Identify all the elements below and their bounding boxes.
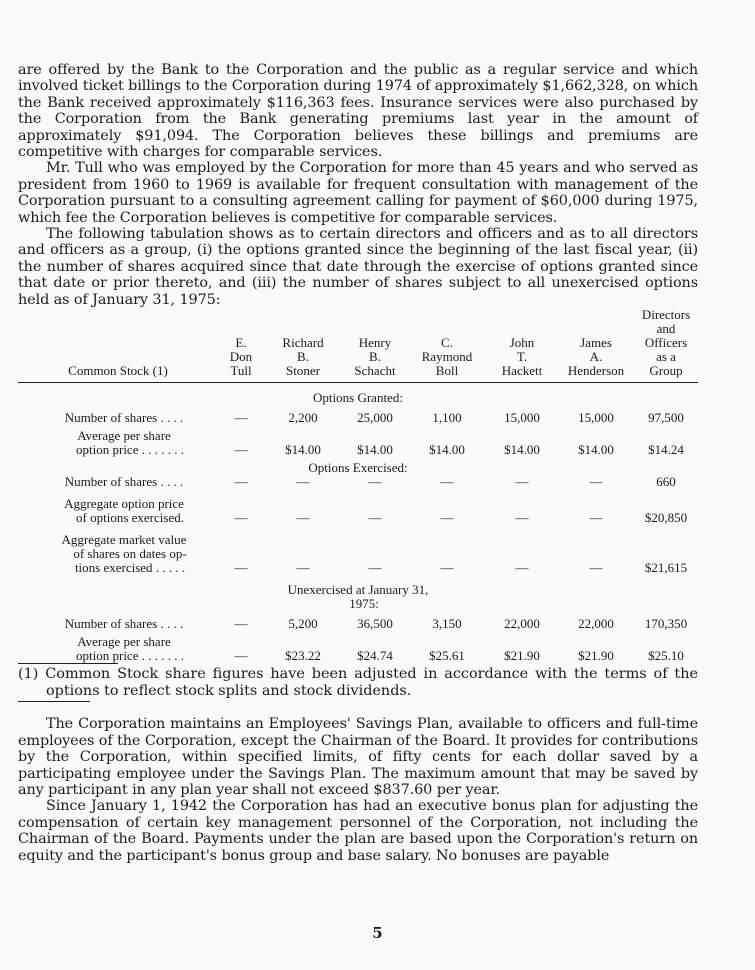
column-header-stoner: Richard B. Stoner xyxy=(264,308,342,383)
footnote-end-rule xyxy=(18,701,90,702)
column-header-henderson: James A. Henderson xyxy=(558,308,634,383)
paragraph-tull-consulting: Mr. Tull who was employed by the Corporation for more than 45 years and who served as president from 1960 to 1969 is available for frequent consultation with management of the Corporation pursuant to a consulting agreement calling for payment of $60,000 during 1975, which fee the Corporation believes is competitive for comparable services. xyxy=(18,160,698,226)
table-row-unexercised-avg: Average per share option price . . . . . . . — $23.22 $24.74 $25.61 $21.90 $21.90 $25.10 xyxy=(76,634,684,664)
footnote: (1) Common Stock share figures have been adjusted in accordance with the terms of the options to reflect stock splits and stock dividends. xyxy=(18,666,698,699)
column-header-schacht: Henry B. Schacht xyxy=(342,308,408,383)
column-header-boll: C. Raymond Boll xyxy=(408,308,486,383)
paragraph-tabulation-intro: The following tabulation shows as to certain directors and officers and as to all directors and officers as a group, (i) the options granted since the beginning of the last fiscal year, (ii) the number of shares acquired since that date through the exercise of options granted since that date or prior thereto, and (iii) the number of shares subject to all unexercised options held as of January 31, 1975: xyxy=(18,226,698,308)
paragraph-bonus-plan: Since January 1, 1942 the Corporation has had an executive bonus plan for adjusting the compensation of certain key management personnel of the Corporation, not including the Chairman of the Board. Payments under the plan are based upon the Corporation's return on equity and the participant's bonus group and base salary. No bonuses are payable xyxy=(18,798,698,864)
table-row-exercised-number: Number of shares . . . . — — — — — — 660 xyxy=(64,474,676,490)
section-unexercised: Unexercised at January 31, 1975: xyxy=(287,582,429,612)
table-row-unexercised-number: Number of shares . . . . — 5,200 36,500 3,150 22,000 22,000 170,350 xyxy=(64,616,688,632)
options-table xyxy=(18,308,698,663)
table-row-granted-number: Number of shares . . . . — 2,200 25,000 1,100 15,000 15,000 97,500 xyxy=(64,410,684,426)
document-page xyxy=(18,62,698,864)
paragraph-bank-services: are offered by the Bank to the Corporation and the public as a regular service and which involved ticket billings to the Corporation during 1974 of approximately $1,662,328, on which the Bank received approximately $116,363 fees. Insurance services were also purchased by the Corporation from the Bank generating premiums last year in the amount of approximately $91,094. The Corporation believes these billings and premiums are competitive with charges for comparable services. xyxy=(18,62,698,161)
section-options-exercised: Options Exercised: xyxy=(308,460,408,476)
table-row-exercised-agg-market: Aggregate market value of shares on dates op- tions exercised . . . . . — — — — — — $21,615 xyxy=(61,532,688,576)
table-row-granted-avg: Average per share option price . . . . . . . — $14.00 $14.00 $14.00 $14.00 $14.00 $14.24 xyxy=(76,428,684,458)
table-header-row xyxy=(18,308,698,383)
footnote-rule xyxy=(18,663,118,664)
column-header-tull: E. Don Tull xyxy=(218,308,264,383)
paragraph-savings-plan: The Corporation maintains an Employees' Savings Plan, available to officers and full-time employees of the Corporation, except the Chairman of the Board. It provides for contributions by the Corporation, within specified limits, of fifty cents for each dollar saved by a participating employee under the Savings Plan. The maximum amount that may be saved by any participant in any plan year shall not exceed $837.60 per year. xyxy=(18,716,698,798)
section-options-granted: Options Granted: xyxy=(313,390,403,406)
column-header-stock: Common Stock (1) xyxy=(18,308,218,383)
page-number: 5 xyxy=(372,924,383,942)
table-row-exercised-agg-price: Aggregate option price of options exercised. — — — — — — $20,850 xyxy=(64,496,688,526)
column-header-hackett: John T. Hackett xyxy=(486,308,558,383)
column-header-group: Directors and Officers as a Group xyxy=(634,308,698,383)
